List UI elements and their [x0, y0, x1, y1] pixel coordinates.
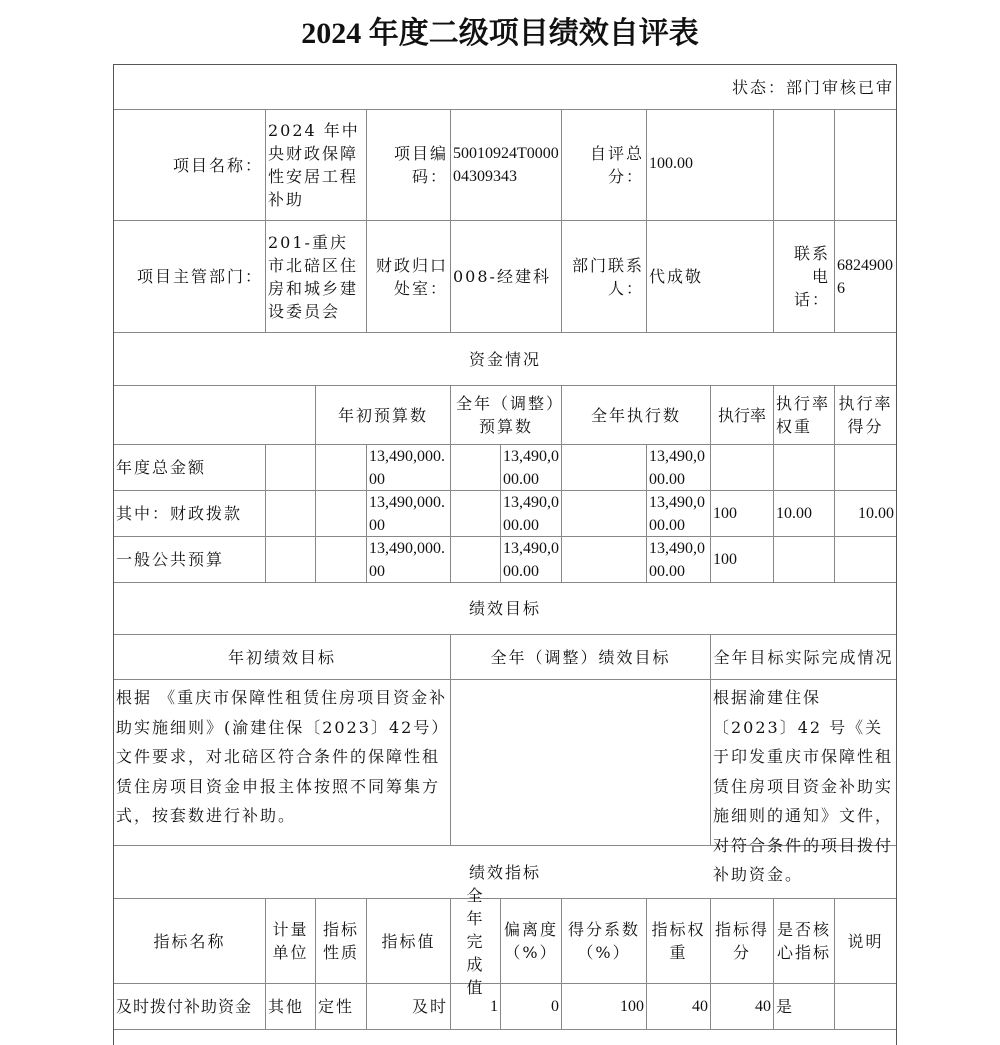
empty-cell — [266, 491, 316, 537]
ind-header-unit: 计量单位 — [266, 899, 316, 984]
ind-header-score: 指标得分 — [711, 899, 774, 984]
goals-initial-text: 根据 《重庆市保障性租赁住房项目资金补助实施细则》(渝建住保〔2023〕42号）文件要求，对北碚区符合条件的保障性租赁住房项目资金申报主体按照不同筹集方式，按套数进行补助。 — [114, 680, 451, 846]
empty-cell — [562, 491, 647, 537]
ind-header-coef: 得分系数（%） — [562, 899, 647, 984]
fund-row-weight-text: 10.00 — [776, 505, 812, 522]
funds-header-blank — [114, 386, 316, 445]
indicator-unit — [266, 984, 316, 1030]
dept-value: 201-重庆市北碚区住房和城乡建设委员会 — [266, 221, 367, 333]
fund-row-executed-text: 13,490,000.00 — [649, 493, 705, 534]
contact-label: 部门联系人： — [562, 221, 647, 333]
phone-label: 联系电话： — [774, 221, 835, 333]
status-text: 状态：部门审核已审 — [114, 65, 896, 110]
indicator-core-text: 是 — [776, 997, 795, 1016]
fund-row-rate — [711, 491, 774, 537]
empty-cell — [774, 110, 835, 221]
fund-row-adjusted — [501, 445, 562, 491]
project-code-label: 项目编码： — [367, 110, 451, 221]
project-name-label: 项目名称： — [114, 110, 266, 221]
empty-cell — [562, 537, 647, 583]
self-score-label: 自评总分： — [562, 110, 647, 221]
indicator-name — [114, 984, 266, 1030]
fund-row-adjusted-text: 13,490,000.00 — [503, 539, 559, 580]
fund-row-initial — [367, 537, 451, 583]
indicator-nature — [316, 984, 367, 1030]
empty-cell — [316, 445, 367, 491]
indicators-section-title: 绩效指标 — [114, 846, 896, 899]
fund-row-label-text: 其中：财政拨款 — [116, 504, 243, 523]
indicator-score — [711, 984, 774, 1030]
funds-header-rate-weight: 执行率权重 — [774, 386, 835, 445]
ind-header-core: 是否核心指标 — [774, 899, 835, 984]
fund-row-adjusted-text: 13,490,000.00 — [503, 493, 559, 534]
ind-header-value: 指标值 — [367, 899, 451, 984]
fund-row-rate-text: 100 — [713, 551, 737, 568]
fund-row-score — [835, 491, 896, 537]
fund-row-executed — [647, 445, 711, 491]
funds-header-adjusted: 全年（调整）预算数 — [451, 386, 562, 445]
indicator-completed — [451, 984, 501, 1030]
indicator-nature-text: 定性 — [318, 997, 355, 1016]
empty-cell — [451, 537, 501, 583]
fund-row-weight — [774, 491, 835, 537]
indicator-coef — [562, 984, 647, 1030]
indicator-completed-text: 1 — [490, 998, 498, 1015]
fund-row-adjusted-text: 13,490,000.00 — [503, 447, 559, 488]
goals-header-initial: 年初绩效目标 — [114, 635, 451, 680]
fund-row-label-text: 年度总金额 — [116, 458, 207, 477]
project-code-value: 50010924T000004309343 — [451, 110, 562, 221]
goals-actual-text: 根据渝建住保〔2023〕42 号《关于印发重庆市保障性租赁住房项目资金补助实施细则的通知》文件，对符合条件的项目拨付补助资金。 — [711, 680, 896, 846]
fund-row-weight — [774, 537, 835, 583]
indicator-unit-text: 其他 — [268, 997, 305, 1016]
ind-header-weight: 指标权重 — [647, 899, 711, 984]
self-score-value: 100.00 — [647, 110, 774, 221]
indicator-weight — [647, 984, 711, 1030]
evaluation-table — [113, 64, 897, 1045]
indicator-coef-text: 100 — [620, 998, 644, 1015]
fund-row-score — [835, 445, 896, 491]
fund-row-executed — [647, 491, 711, 537]
fund-row-executed — [647, 537, 711, 583]
fund-row-label — [114, 445, 266, 491]
funds-header-executed: 全年执行数 — [562, 386, 711, 445]
indicator-note — [835, 984, 896, 1030]
project-name-value: 2024 年中央财政保障性安居工程补助 — [266, 110, 367, 221]
fund-row-weight — [774, 445, 835, 491]
empty-cell — [451, 445, 501, 491]
indicator-value — [367, 984, 451, 1030]
indicator-score-text: 40 — [755, 998, 771, 1015]
goals-section-title: 绩效目标 — [114, 582, 896, 635]
empty-cell — [835, 110, 896, 221]
ind-header-note: 说明 — [835, 899, 896, 984]
indicator-deviation — [501, 984, 562, 1030]
fund-row-executed-text: 13,490,000.00 — [649, 447, 705, 488]
dept-label: 项目主管部门： — [114, 221, 266, 333]
fund-row-rate-text: 100 — [713, 505, 737, 522]
ind-header-nature: 指标性质 — [316, 899, 367, 984]
page-title: 2024 年度二级项目绩效自评表 — [301, 17, 699, 50]
goals-adjusted-text — [451, 680, 711, 846]
goals-header-actual: 全年目标实际完成情况 — [711, 635, 896, 680]
ind-header-deviation: 偏离度（%） — [501, 899, 562, 984]
fund-row-initial — [367, 491, 451, 537]
funds-header-rate-score: 执行率得分 — [835, 386, 896, 445]
indicator-weight-text: 40 — [692, 998, 708, 1015]
ind-header-completed: 全年完成值 — [451, 899, 501, 984]
fund-row-label — [114, 537, 266, 583]
fund-row-executed-text: 13,490,000.00 — [649, 539, 705, 580]
fund-row-adjusted — [501, 537, 562, 583]
fund-row-score-text: 10.00 — [858, 505, 894, 522]
finance-office-value: 008-经建科 — [451, 221, 562, 333]
goals-header-adjusted: 全年（调整）绩效目标 — [451, 635, 711, 680]
empty-cell — [316, 491, 367, 537]
fund-row-initial — [367, 445, 451, 491]
empty-cell — [266, 445, 316, 491]
indicator-name-text: 及时拨付补助资金 — [116, 997, 253, 1016]
fund-row-rate — [711, 537, 774, 583]
fund-row-label — [114, 491, 266, 537]
finance-office-label: 财政归口处室： — [367, 221, 451, 333]
ind-header-name: 指标名称 — [114, 899, 266, 984]
fund-row-initial-text: 13,490,000.00 — [369, 493, 445, 534]
indicator-core — [774, 984, 835, 1030]
empty-cell — [451, 491, 501, 537]
funds-section-title: 资金情况 — [114, 333, 896, 386]
indicator-deviation-text: 0 — [551, 998, 559, 1015]
fund-row-score — [835, 537, 896, 583]
fund-row-adjusted — [501, 491, 562, 537]
empty-cell — [316, 537, 367, 583]
contact-value: 代成敬 — [647, 221, 774, 333]
empty-cell — [562, 445, 647, 491]
funds-header-rate: 执行率 — [711, 386, 774, 445]
fund-row-rate — [711, 445, 774, 491]
empty-cell — [266, 537, 316, 583]
fund-row-initial-text: 13,490,000.00 — [369, 447, 445, 488]
phone-value: 68249006 — [835, 221, 896, 333]
indicator-value-text: 及时 — [411, 997, 448, 1016]
fund-row-label-text: 一般公共预算 — [116, 550, 225, 569]
funds-header-initial: 年初预算数 — [316, 386, 451, 445]
fund-row-initial-text: 13,490,000.00 — [369, 539, 445, 580]
